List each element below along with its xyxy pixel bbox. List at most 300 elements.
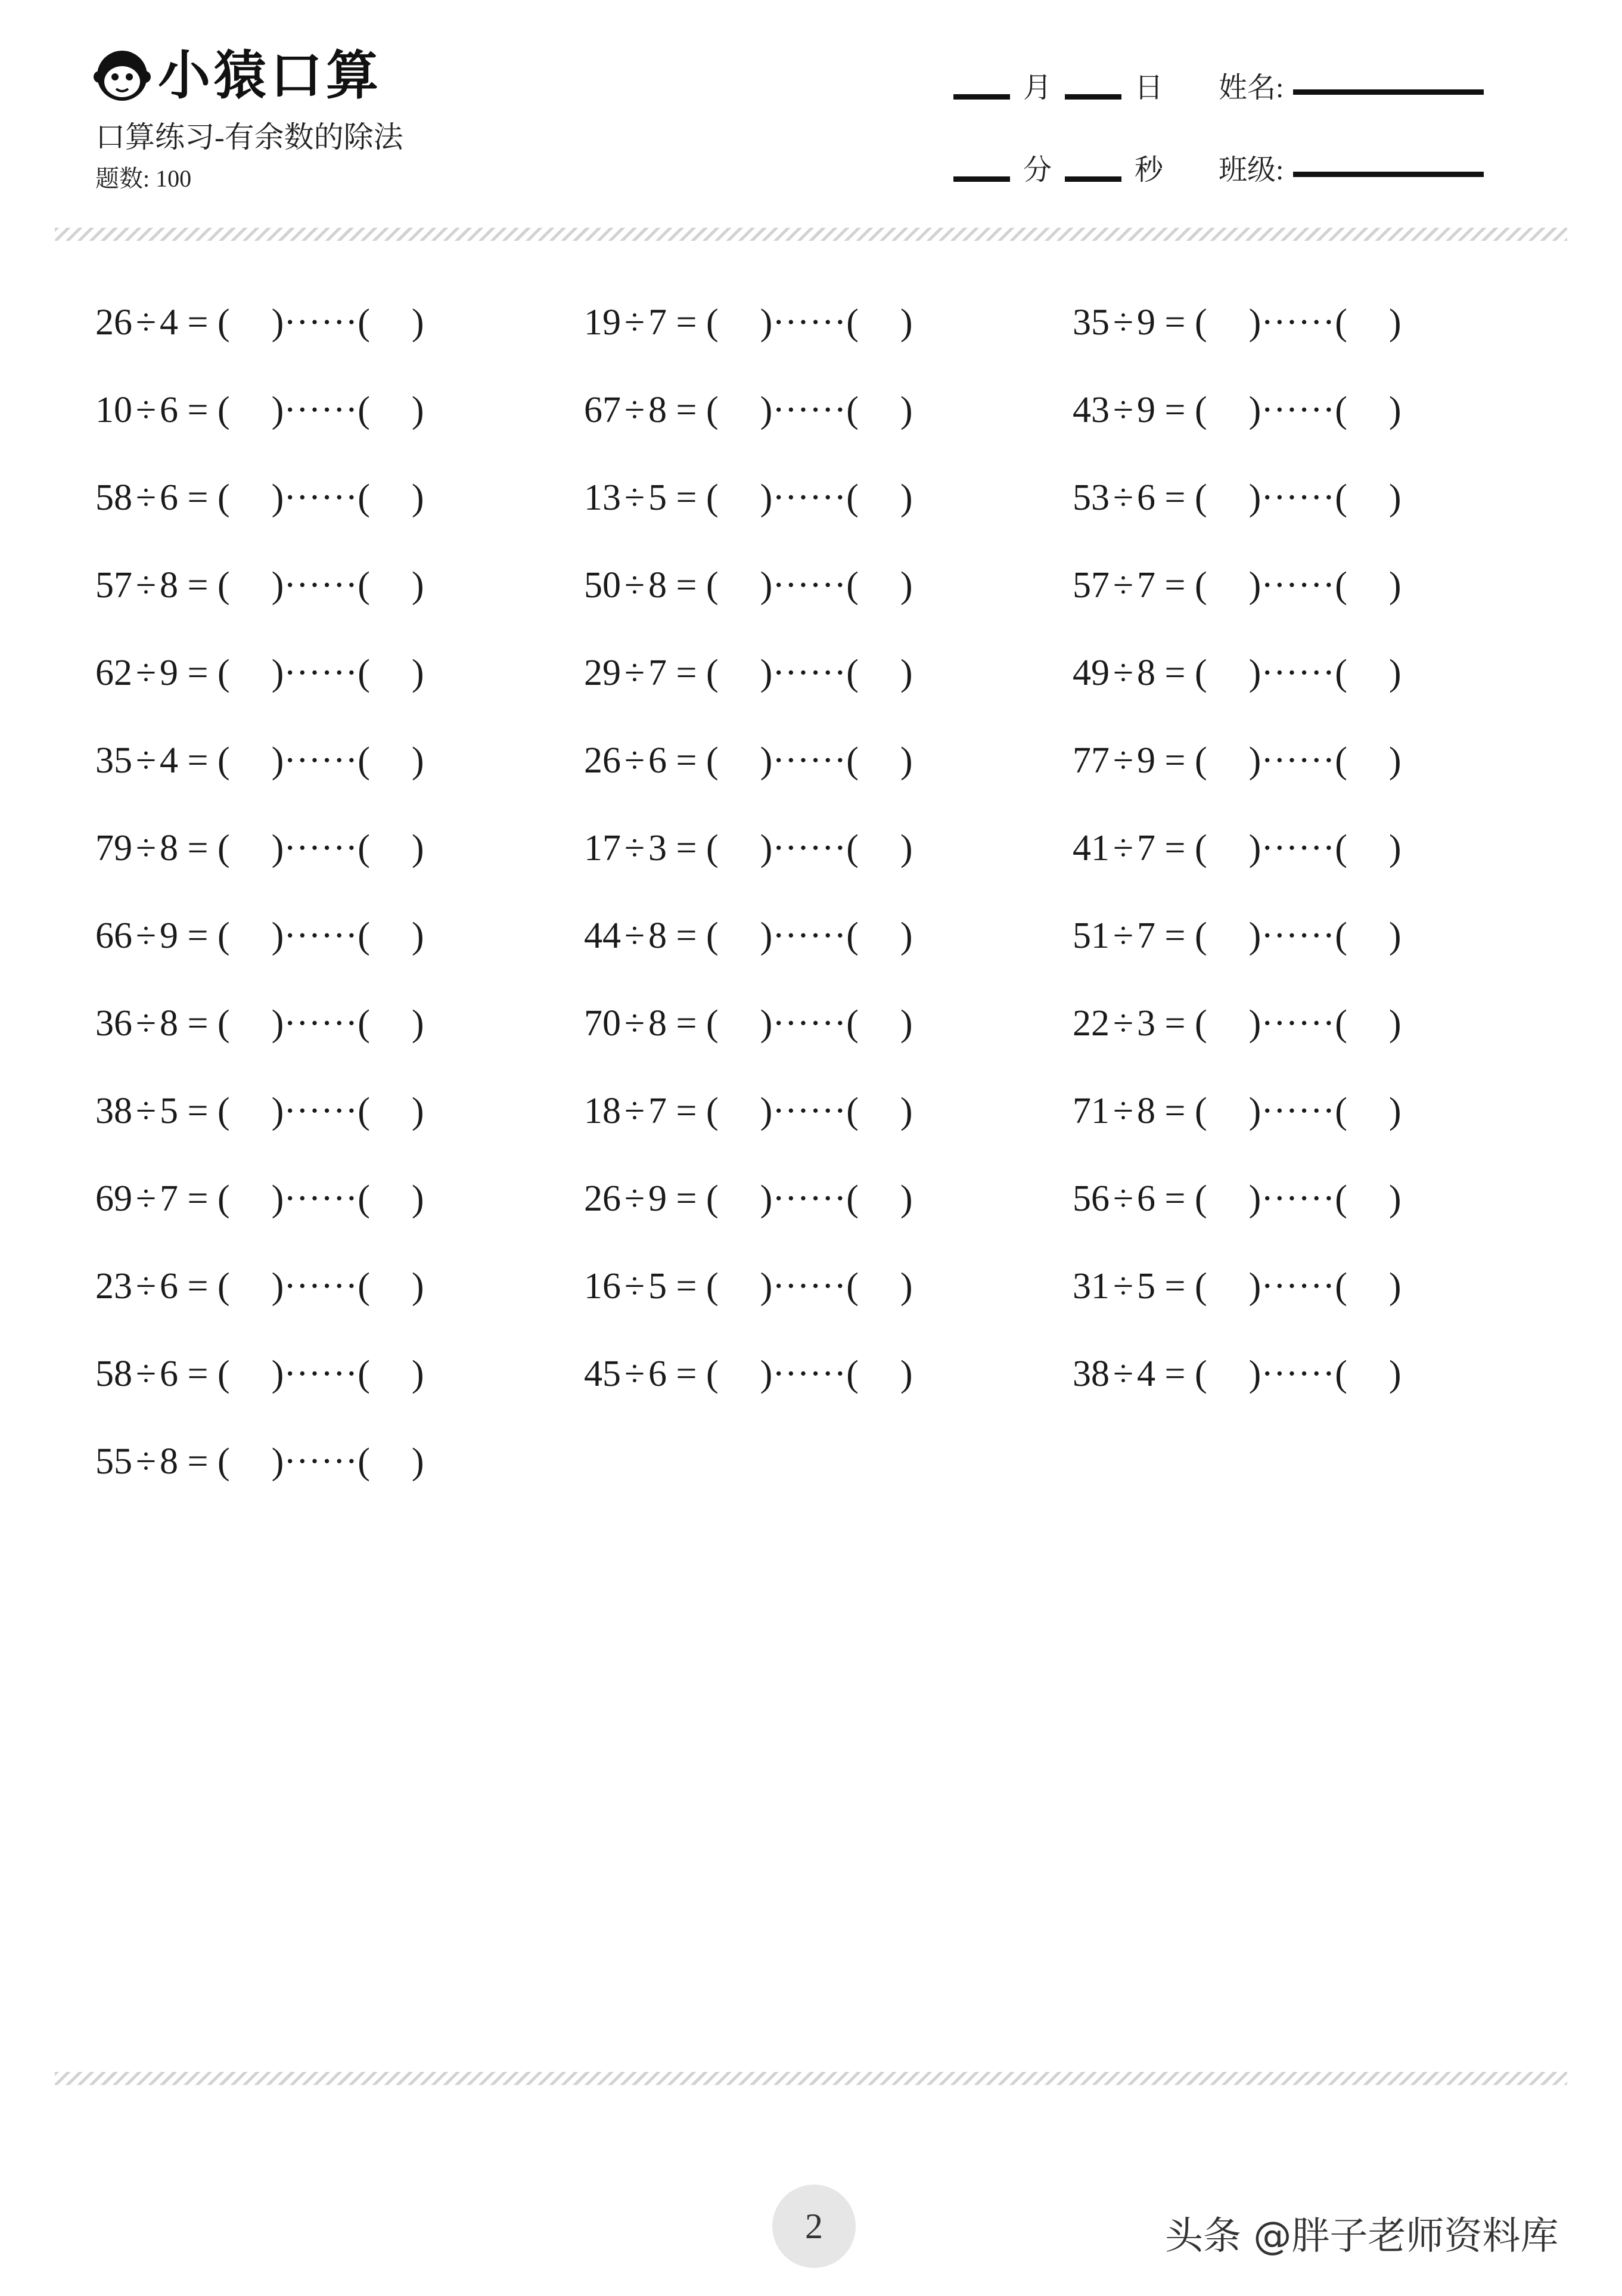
divide-sign: ÷ — [1113, 1354, 1134, 1394]
quotient-open-paren: ( — [706, 828, 719, 868]
problem-item — [95, 830, 424, 867]
remainder-dots: ······ — [284, 1441, 358, 1482]
time-fields — [953, 147, 1176, 188]
divisor: 4 — [160, 740, 179, 781]
dividend: 35 — [1073, 302, 1110, 343]
quotient-open-paren: ( — [217, 1178, 230, 1219]
quotient-close-paren: ) — [271, 1003, 284, 1044]
problem-item — [1073, 1005, 1402, 1042]
problem-item — [584, 742, 913, 779]
remainder-open-paren: ( — [1335, 740, 1347, 781]
dividend: 45 — [584, 1354, 621, 1394]
quotient-open-paren: ( — [1195, 740, 1207, 781]
remainder-open-paren: ( — [846, 1354, 859, 1394]
divide-sign: ÷ — [624, 390, 645, 430]
problem-item — [95, 1268, 424, 1305]
remainder-dots: ······ — [1261, 1266, 1335, 1307]
second-blank[interactable] — [1065, 176, 1121, 182]
equals-sign: = — [667, 828, 706, 868]
divisor: 6 — [648, 740, 667, 781]
dividend: 71 — [1073, 1091, 1110, 1131]
name-field[interactable] — [1293, 89, 1484, 95]
problem-item — [1073, 917, 1402, 954]
remainder-dots: ······ — [1261, 1178, 1335, 1219]
remainder-close-paren: ) — [900, 828, 913, 868]
equals-sign: = — [667, 653, 706, 693]
remainder-close-paren: ) — [900, 740, 913, 781]
remainder-open-paren: ( — [846, 1178, 859, 1219]
dividend: 51 — [1073, 916, 1110, 956]
problem-item — [584, 1093, 913, 1130]
remainder-open-paren: ( — [1335, 1091, 1347, 1131]
problem-item — [1073, 392, 1402, 429]
remainder-close-paren: ) — [1388, 653, 1402, 693]
quotient-open-paren: ( — [217, 916, 230, 956]
remainder-open-paren: ( — [846, 302, 859, 343]
remainder-dots: ······ — [772, 653, 847, 693]
remainder-dots: ······ — [284, 828, 358, 868]
minute-blank[interactable] — [953, 176, 1010, 182]
remainder-open-paren: ( — [1335, 390, 1347, 430]
dividend: 26 — [584, 1178, 621, 1219]
remainder-close-paren: ) — [411, 477, 424, 518]
quotient-close-paren: ) — [271, 1091, 284, 1131]
divisor: 4 — [1137, 1354, 1156, 1394]
remainder-dots: ······ — [1261, 916, 1335, 956]
equals-sign: = — [667, 1178, 706, 1219]
remainder-open-paren: ( — [358, 1178, 370, 1219]
quotient-open-paren: ( — [706, 1003, 719, 1044]
remainder-open-paren: ( — [846, 1091, 859, 1131]
remainder-dots: ······ — [284, 916, 358, 956]
quotient-open-paren: ( — [217, 565, 230, 606]
worksheet-title: 口算练习-有余数的除法 — [95, 120, 403, 154]
dividend: 66 — [95, 916, 132, 956]
divide-sign: ÷ — [136, 1266, 157, 1307]
quotient-open-paren: ( — [706, 1178, 719, 1219]
remainder-close-paren: ) — [411, 828, 424, 868]
remainder-open-paren: ( — [1335, 1354, 1347, 1394]
equals-sign: = — [1155, 916, 1195, 956]
dividend: 36 — [95, 1003, 132, 1044]
footer-divider — [55, 2072, 1567, 2085]
divisor: 8 — [160, 1003, 179, 1044]
remainder-open-paren: ( — [1335, 565, 1347, 606]
equals-sign: = — [667, 1266, 706, 1307]
remainder-open-paren: ( — [846, 916, 859, 956]
quotient-open-paren: ( — [1195, 1354, 1207, 1394]
divide-sign: ÷ — [136, 1441, 157, 1482]
remainder-open-paren: ( — [358, 1003, 370, 1044]
divisor: 8 — [648, 916, 667, 956]
quotient-open-paren: ( — [706, 1091, 719, 1131]
remainder-close-paren: ) — [1388, 828, 1402, 868]
divisor: 9 — [1137, 740, 1156, 781]
remainder-close-paren: ) — [1388, 916, 1402, 956]
equals-sign: = — [178, 1091, 217, 1131]
equals-sign: = — [178, 653, 217, 693]
dividend: 31 — [1073, 1266, 1110, 1307]
problem-item — [95, 1355, 424, 1392]
problem-item — [584, 1180, 913, 1217]
divisor: 7 — [1137, 828, 1156, 868]
problem-item — [1073, 1268, 1402, 1305]
dividend: 79 — [95, 828, 132, 868]
divide-sign: ÷ — [624, 1266, 645, 1307]
problem-item — [584, 1268, 913, 1305]
remainder-close-paren: ) — [1388, 302, 1402, 343]
remainder-close-paren: ) — [900, 653, 913, 693]
remainder-dots: ······ — [284, 302, 358, 343]
quotient-close-paren: ) — [760, 653, 773, 693]
quotient-open-paren: ( — [706, 653, 719, 693]
equals-sign: = — [1155, 477, 1195, 518]
quotient-close-paren: ) — [760, 1178, 773, 1219]
dividend: 57 — [1073, 565, 1110, 606]
divide-sign: ÷ — [136, 565, 157, 606]
remainder-close-paren: ) — [411, 740, 424, 781]
quotient-open-paren: ( — [706, 1266, 719, 1307]
equals-sign: = — [178, 390, 217, 430]
divisor: 8 — [160, 828, 179, 868]
remainder-dots: ······ — [772, 916, 847, 956]
remainder-close-paren: ) — [1388, 1266, 1402, 1307]
problem-item — [584, 1355, 913, 1392]
quotient-close-paren: ) — [1248, 390, 1261, 430]
quotient-close-paren: ) — [1248, 302, 1261, 343]
quotient-close-paren: ) — [760, 390, 773, 430]
problem-item — [95, 1443, 424, 1480]
quotient-close-paren: ) — [760, 828, 773, 868]
equals-sign: = — [667, 1354, 706, 1394]
quotient-close-paren: ) — [271, 1441, 284, 1482]
remainder-open-paren: ( — [358, 1091, 370, 1131]
remainder-open-paren: ( — [846, 653, 859, 693]
quotient-close-paren: ) — [760, 740, 773, 781]
equals-sign: = — [178, 1178, 217, 1219]
divide-sign: ÷ — [1113, 1178, 1134, 1219]
divide-sign: ÷ — [624, 1178, 645, 1219]
remainder-dots: ······ — [1261, 1003, 1335, 1044]
minute-label: 分 — [1023, 154, 1052, 186]
day-label: 日 — [1135, 72, 1164, 104]
quotient-close-paren: ) — [271, 1266, 284, 1307]
quotient-open-paren: ( — [1195, 302, 1207, 343]
quotient-close-paren: ) — [271, 302, 284, 343]
divide-sign: ÷ — [136, 1178, 157, 1219]
problem-item — [584, 392, 913, 429]
quotient-close-paren: ) — [271, 828, 284, 868]
problem-item — [1073, 742, 1402, 779]
dividend: 16 — [584, 1266, 621, 1307]
divisor: 7 — [648, 1091, 667, 1131]
remainder-dots: ······ — [772, 828, 847, 868]
divisor: 8 — [1137, 653, 1156, 693]
quotient-close-paren: ) — [1248, 565, 1261, 606]
quotient-open-paren: ( — [217, 740, 230, 781]
remainder-dots: ······ — [1261, 653, 1335, 693]
quotient-close-paren: ) — [1248, 740, 1261, 781]
remainder-close-paren: ) — [411, 1178, 424, 1219]
equals-sign: = — [178, 1003, 217, 1044]
problem-item — [95, 1005, 424, 1042]
question-count: 题数: 100 — [95, 165, 192, 192]
divisor: 6 — [1137, 477, 1156, 518]
quotient-open-paren: ( — [1195, 653, 1207, 693]
remainder-dots: ······ — [1261, 477, 1335, 518]
dividend: 26 — [95, 302, 132, 343]
divisor: 8 — [648, 390, 667, 430]
month-label: 月 — [1023, 72, 1052, 104]
quotient-close-paren: ) — [760, 477, 773, 518]
remainder-dots: ······ — [772, 302, 847, 343]
quotient-close-paren: ) — [760, 1091, 773, 1131]
remainder-close-paren: ) — [900, 916, 913, 956]
remainder-open-paren: ( — [358, 1441, 370, 1482]
remainder-dots: ······ — [1261, 1091, 1335, 1131]
remainder-close-paren: ) — [411, 390, 424, 430]
remainder-open-paren: ( — [846, 740, 859, 781]
remainder-open-paren: ( — [358, 740, 370, 781]
quotient-open-paren: ( — [1195, 477, 1207, 518]
problem-item — [95, 304, 424, 341]
divisor: 3 — [648, 828, 667, 868]
dividend: 77 — [1073, 740, 1110, 781]
quotient-close-paren: ) — [1248, 477, 1261, 518]
dividend: 58 — [95, 1354, 132, 1394]
divide-sign: ÷ — [1113, 916, 1134, 956]
problem-item — [1073, 567, 1402, 604]
remainder-dots: ······ — [772, 565, 847, 606]
dividend: 58 — [95, 477, 132, 518]
equals-sign: = — [667, 477, 706, 518]
remainder-open-paren: ( — [846, 390, 859, 430]
divisor: 8 — [648, 565, 667, 606]
equals-sign: = — [178, 1266, 217, 1307]
dividend: 10 — [95, 390, 132, 430]
dividend: 50 — [584, 565, 621, 606]
remainder-close-paren: ) — [411, 565, 424, 606]
equals-sign: = — [667, 916, 706, 956]
problem-item — [1073, 304, 1402, 341]
divide-sign: ÷ — [136, 1003, 157, 1044]
remainder-dots: ······ — [284, 1178, 358, 1219]
remainder-close-paren: ) — [900, 1266, 913, 1307]
dividend: 69 — [95, 1178, 132, 1219]
divisor: 7 — [1137, 565, 1156, 606]
quotient-open-paren: ( — [1195, 390, 1207, 430]
remainder-open-paren: ( — [1335, 477, 1347, 518]
divide-sign: ÷ — [1113, 1091, 1134, 1131]
divisor: 7 — [160, 1178, 179, 1219]
remainder-open-paren: ( — [358, 302, 370, 343]
header-divider — [55, 228, 1567, 241]
equals-sign: = — [178, 740, 217, 781]
quotient-open-paren: ( — [706, 916, 719, 956]
quotient-close-paren: ) — [1248, 1354, 1261, 1394]
month-blank[interactable] — [953, 94, 1010, 100]
remainder-open-paren: ( — [846, 1266, 859, 1307]
equals-sign: = — [1155, 828, 1195, 868]
brand-name: 小猿口算 — [158, 45, 383, 106]
remainder-dots: ······ — [284, 1091, 358, 1131]
remainder-open-paren: ( — [846, 1003, 859, 1044]
divisor: 3 — [1137, 1003, 1156, 1044]
equals-sign: = — [178, 565, 217, 606]
divisor: 7 — [648, 302, 667, 343]
watermark: 头条 @胖子老师资料库 — [1165, 2214, 1559, 2258]
equals-sign: = — [1155, 1354, 1195, 1394]
dividend: 55 — [95, 1441, 132, 1482]
page-number: 2 — [772, 2185, 856, 2268]
divisor: 4 — [160, 302, 179, 343]
dividend: 44 — [584, 916, 621, 956]
divide-sign: ÷ — [624, 477, 645, 518]
dividend: 67 — [584, 390, 621, 430]
problem-item — [584, 304, 913, 341]
divisor: 6 — [160, 1266, 179, 1307]
remainder-open-paren: ( — [358, 390, 370, 430]
remainder-close-paren: ) — [900, 390, 913, 430]
remainder-close-paren: ) — [411, 302, 424, 343]
quotient-open-paren: ( — [1195, 828, 1207, 868]
remainder-open-paren: ( — [1335, 302, 1347, 343]
remainder-open-paren: ( — [358, 565, 370, 606]
remainder-close-paren: ) — [1388, 477, 1402, 518]
quotient-close-paren: ) — [1248, 1091, 1261, 1131]
remainder-close-paren: ) — [900, 1003, 913, 1044]
divisor: 6 — [1137, 1178, 1156, 1219]
dividend: 49 — [1073, 653, 1110, 693]
divide-sign: ÷ — [136, 740, 157, 781]
divisor: 8 — [160, 1441, 179, 1482]
remainder-open-paren: ( — [1335, 828, 1347, 868]
remainder-close-paren: ) — [411, 1266, 424, 1307]
quotient-open-paren: ( — [706, 477, 719, 518]
quotient-open-paren: ( — [217, 653, 230, 693]
problem-item — [95, 479, 424, 516]
remainder-close-paren: ) — [411, 1441, 424, 1482]
divisor: 6 — [648, 1354, 667, 1394]
remainder-close-paren: ) — [411, 1091, 424, 1131]
remainder-dots: ······ — [284, 740, 358, 781]
remainder-dots: ······ — [1261, 740, 1335, 781]
problem-item — [1073, 654, 1402, 691]
remainder-open-paren: ( — [846, 477, 859, 518]
divisor: 6 — [160, 390, 179, 430]
problem-item — [95, 917, 424, 954]
dividend: 62 — [95, 653, 132, 693]
remainder-open-paren: ( — [358, 916, 370, 956]
remainder-close-paren: ) — [411, 916, 424, 956]
divide-sign: ÷ — [624, 1091, 645, 1131]
problem-item — [1073, 1093, 1402, 1130]
equals-sign: = — [667, 1003, 706, 1044]
divisor: 9 — [1137, 390, 1156, 430]
quotient-close-paren: ) — [760, 1003, 773, 1044]
problem-item — [1073, 830, 1402, 867]
remainder-dots: ······ — [772, 1266, 847, 1307]
day-blank[interactable] — [1065, 94, 1121, 100]
equals-sign: = — [667, 302, 706, 343]
quotient-close-paren: ) — [271, 1354, 284, 1394]
divisor: 5 — [648, 477, 667, 518]
quotient-open-paren: ( — [217, 1003, 230, 1044]
remainder-open-paren: ( — [846, 828, 859, 868]
divisor: 6 — [160, 1354, 179, 1394]
divide-sign: ÷ — [136, 477, 157, 518]
remainder-close-paren: ) — [900, 1354, 913, 1394]
remainder-open-paren: ( — [1335, 1003, 1347, 1044]
problem-item — [95, 567, 424, 604]
quotient-close-paren: ) — [1248, 1178, 1261, 1219]
brand-logo — [92, 43, 382, 108]
dividend: 23 — [95, 1266, 132, 1307]
equals-sign: = — [667, 565, 706, 606]
remainder-close-paren: ) — [1388, 565, 1402, 606]
divide-sign: ÷ — [136, 653, 157, 693]
remainder-close-paren: ) — [900, 1091, 913, 1131]
remainder-close-paren: ) — [1388, 1091, 1402, 1131]
quotient-open-paren: ( — [1195, 1091, 1207, 1131]
dividend: 19 — [584, 302, 621, 343]
dividend: 22 — [1073, 1003, 1110, 1044]
quotient-close-paren: ) — [1248, 828, 1261, 868]
remainder-close-paren: ) — [900, 1178, 913, 1219]
class-field[interactable] — [1293, 172, 1484, 177]
equals-sign: = — [1155, 565, 1195, 606]
quotient-close-paren: ) — [271, 653, 284, 693]
remainder-close-paren: ) — [1388, 1003, 1402, 1044]
problem-item — [584, 830, 913, 867]
remainder-close-paren: ) — [411, 1003, 424, 1044]
problem-item — [584, 479, 913, 516]
quotient-close-paren: ) — [760, 1354, 773, 1394]
remainder-dots: ······ — [284, 390, 358, 430]
dividend: 26 — [584, 740, 621, 781]
remainder-open-paren: ( — [1335, 1178, 1347, 1219]
remainder-dots: ······ — [772, 1178, 847, 1219]
quotient-open-paren: ( — [217, 1354, 230, 1394]
remainder-close-paren: ) — [1388, 1178, 1402, 1219]
dividend: 35 — [95, 740, 132, 781]
divide-sign: ÷ — [136, 916, 157, 956]
divide-sign: ÷ — [1113, 390, 1134, 430]
equals-sign: = — [667, 1091, 706, 1131]
equals-sign: = — [1155, 1266, 1195, 1307]
remainder-dots: ······ — [772, 1003, 847, 1044]
equals-sign: = — [1155, 740, 1195, 781]
quotient-open-paren: ( — [1195, 565, 1207, 606]
quotient-close-paren: ) — [271, 390, 284, 430]
equals-sign: = — [1155, 302, 1195, 343]
quotient-open-paren: ( — [1195, 1266, 1207, 1307]
dividend: 29 — [584, 653, 621, 693]
divide-sign: ÷ — [624, 916, 645, 956]
quotient-close-paren: ) — [760, 1266, 773, 1307]
quotient-close-paren: ) — [1248, 1003, 1261, 1044]
equals-sign: = — [1155, 653, 1195, 693]
quotient-close-paren: ) — [1248, 1266, 1261, 1307]
remainder-open-paren: ( — [358, 1354, 370, 1394]
divide-sign: ÷ — [624, 828, 645, 868]
problem-item — [95, 1093, 424, 1130]
name-label: 姓名: — [1219, 72, 1284, 104]
problem-item — [584, 654, 913, 691]
divisor: 5 — [160, 1091, 179, 1131]
quotient-close-paren: ) — [1248, 653, 1261, 693]
quotient-close-paren: ) — [271, 565, 284, 606]
